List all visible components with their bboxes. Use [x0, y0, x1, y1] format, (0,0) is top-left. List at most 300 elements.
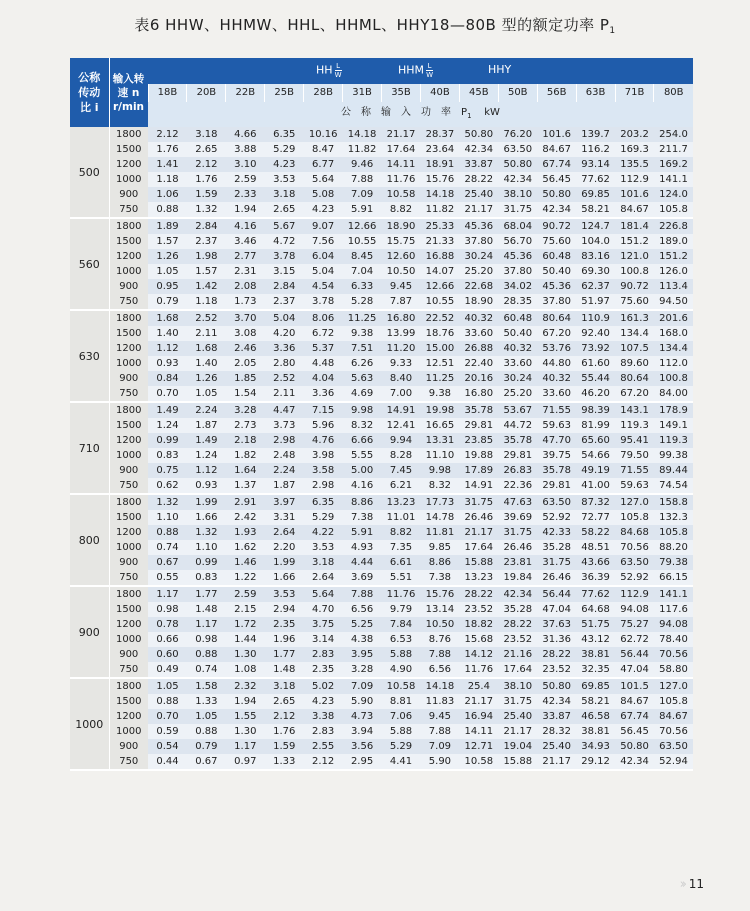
power-value-cell: 23.52 [498, 632, 537, 647]
power-value-cell: 9.98 [343, 402, 382, 418]
speed-cell: 1000 [109, 356, 148, 371]
power-rating-table [70, 58, 693, 771]
power-value-cell: 226.8 [654, 218, 693, 234]
power-value-cell: 76.20 [498, 127, 537, 142]
power-value-cell: 12.71 [459, 739, 498, 754]
power-value-cell: 35.78 [459, 402, 498, 418]
power-value-cell: 127.0 [615, 494, 654, 510]
power-value-cell: 18.76 [420, 326, 459, 341]
power-value-cell: 52.94 [654, 754, 693, 770]
power-value-cell: 42.34 [537, 694, 576, 709]
power-value-cell: 104.0 [576, 234, 615, 249]
power-value-cell: 40.32 [459, 310, 498, 326]
power-value-cell: 7.04 [343, 264, 382, 279]
table-row [70, 525, 693, 540]
table-row [70, 724, 693, 739]
power-value-cell: 2.55 [304, 739, 343, 754]
table-row [70, 433, 693, 448]
power-value-cell: 37.80 [498, 264, 537, 279]
power-value-cell: 1.26 [148, 249, 187, 264]
speed-cell: 1800 [109, 310, 148, 326]
speed-cell: 1500 [109, 510, 148, 525]
power-value-cell: 12.51 [420, 356, 459, 371]
power-value-cell: 1.32 [148, 494, 187, 510]
power-value-cell: 1.32 [187, 202, 226, 218]
table-row [70, 202, 693, 218]
power-value-cell: 2.59 [226, 586, 265, 602]
power-value-cell: 4.70 [304, 602, 343, 617]
ratio-cell: 900 [70, 586, 109, 678]
power-value-cell: 2.32 [226, 678, 265, 694]
power-value-cell: 1.62 [226, 540, 265, 555]
power-value-cell: 78.40 [654, 632, 693, 647]
power-value-cell: 0.95 [148, 279, 187, 294]
next-arrows-icon: ›› [679, 877, 684, 892]
power-value-cell: 10.58 [382, 678, 421, 694]
power-value-cell: 13.23 [382, 494, 421, 510]
power-value-cell: 1.17 [226, 739, 265, 754]
power-value-cell: 26.46 [459, 510, 498, 525]
power-value-cell: 5.90 [343, 694, 382, 709]
ratio-cell: 710 [70, 402, 109, 494]
power-value-cell: 15.68 [459, 632, 498, 647]
power-value-cell: 7.45 [382, 463, 421, 478]
power-value-cell: 2.08 [226, 279, 265, 294]
power-value-cell: 21.16 [498, 647, 537, 662]
power-value-cell: 2.83 [304, 647, 343, 662]
table-row [70, 234, 693, 249]
power-value-cell: 0.97 [226, 754, 265, 770]
power-value-cell: 0.66 [148, 632, 187, 647]
power-value-cell: 28.22 [459, 172, 498, 187]
power-value-cell: 56.45 [537, 172, 576, 187]
power-value-cell: 181.4 [615, 218, 654, 234]
power-value-cell: 0.74 [187, 662, 226, 678]
power-value-cell: 15.88 [498, 754, 537, 770]
power-value-cell: 0.93 [148, 356, 187, 371]
power-value-cell: 36.39 [576, 570, 615, 586]
power-value-cell: 7.88 [343, 172, 382, 187]
speed-cell: 750 [109, 202, 148, 218]
power-value-cell: 1.49 [148, 402, 187, 418]
power-value-cell: 189.0 [654, 234, 693, 249]
table-row [70, 463, 693, 478]
power-value-cell: 11.25 [343, 310, 382, 326]
unit-header: 公称输入功率$P_1$ kW [148, 102, 693, 127]
title-subscript: 1 [609, 26, 616, 36]
power-value-cell: 47.63 [498, 494, 537, 510]
power-value-cell: 139.7 [576, 127, 615, 142]
power-value-cell: 16.88 [420, 249, 459, 264]
model-label-hh: HH $\frac{L}{W}$ [316, 62, 342, 79]
power-value-cell: 7.88 [420, 647, 459, 662]
power-value-cell: 134.4 [615, 326, 654, 341]
model-col-header: 22B [226, 84, 265, 102]
speed-cell: 1500 [109, 142, 148, 157]
power-value-cell: 110.9 [576, 310, 615, 326]
power-value-cell: 0.67 [148, 555, 187, 570]
power-value-cell: 20.16 [459, 371, 498, 386]
power-value-cell: 25.40 [498, 709, 537, 724]
power-value-cell: 1.40 [148, 326, 187, 341]
power-value-cell: 1.59 [187, 187, 226, 202]
power-value-cell: 254.0 [654, 127, 693, 142]
table-row [70, 540, 693, 555]
power-value-cell: 1.30 [226, 724, 265, 739]
power-value-cell: 6.77 [304, 157, 343, 172]
power-value-cell: 21.17 [459, 202, 498, 218]
power-value-cell: 0.84 [148, 371, 187, 386]
ratio-cell: 560 [70, 218, 109, 310]
speed-cell: 750 [109, 754, 148, 770]
power-value-cell: 35.28 [537, 540, 576, 555]
power-value-cell: 4.23 [304, 202, 343, 218]
power-value-cell: 1.48 [187, 602, 226, 617]
power-value-cell: 3.18 [187, 127, 226, 142]
power-value-cell: 7.38 [343, 510, 382, 525]
power-value-cell: 101.6 [537, 127, 576, 142]
power-value-cell: 107.5 [615, 341, 654, 356]
power-value-cell: 16.80 [459, 386, 498, 402]
table-row [70, 249, 693, 264]
power-value-cell: 1.89 [148, 218, 187, 234]
power-value-cell: 25.4 [459, 678, 498, 694]
power-value-cell: 2.12 [187, 157, 226, 172]
power-value-cell: 3.73 [265, 418, 304, 433]
power-value-cell: 8.28 [382, 448, 421, 463]
power-value-cell: 22.36 [498, 478, 537, 494]
power-value-cell: 2.37 [265, 294, 304, 310]
power-value-cell: 1.05 [187, 709, 226, 724]
power-value-cell: 7.09 [343, 187, 382, 202]
model-col-header: 31B [343, 84, 382, 102]
power-value-cell: 5.51 [382, 570, 421, 586]
power-value-cell: 12.41 [382, 418, 421, 433]
power-value-cell: 1.77 [187, 586, 226, 602]
power-value-cell: 17.64 [498, 662, 537, 678]
power-value-cell: 135.5 [615, 157, 654, 172]
power-value-cell: 1.05 [148, 678, 187, 694]
speed-cell: 1200 [109, 709, 148, 724]
power-value-cell: 2.64 [304, 570, 343, 586]
power-value-cell: 31.75 [498, 525, 537, 540]
power-value-cell: 0.83 [187, 570, 226, 586]
power-value-cell: 35.78 [498, 433, 537, 448]
power-value-cell: 124.0 [654, 187, 693, 202]
power-value-cell: 3.98 [304, 448, 343, 463]
power-value-cell: 58.22 [576, 525, 615, 540]
power-value-cell: 0.79 [148, 294, 187, 310]
power-value-cell: 62.72 [615, 632, 654, 647]
power-value-cell: 5.02 [304, 678, 343, 694]
power-value-cell: 2.37 [187, 234, 226, 249]
power-value-cell: 13.14 [420, 602, 459, 617]
speed-cell: 1000 [109, 632, 148, 647]
power-value-cell: 75.60 [537, 234, 576, 249]
power-value-cell: 11.76 [382, 172, 421, 187]
power-value-cell: 70.56 [654, 724, 693, 739]
power-value-cell: 2.65 [265, 694, 304, 709]
speed-cell: 900 [109, 739, 148, 754]
power-value-cell: 4.69 [343, 386, 382, 402]
power-value-cell: 1.10 [148, 510, 187, 525]
power-value-cell: 14.07 [420, 264, 459, 279]
power-value-cell: 34.02 [498, 279, 537, 294]
power-value-cell: 14.11 [382, 157, 421, 172]
model-col-header: 18B [148, 84, 187, 102]
speed-cell: 1000 [109, 448, 148, 463]
power-value-cell: 32.35 [576, 662, 615, 678]
power-value-cell: 23.64 [420, 142, 459, 157]
speed-cell: 1000 [109, 264, 148, 279]
table-row [70, 341, 693, 356]
power-value-cell: 71.55 [615, 463, 654, 478]
ratio-cell: 800 [70, 494, 109, 586]
power-value-cell: 10.55 [343, 234, 382, 249]
power-value-cell: 99.38 [654, 448, 693, 463]
power-value-cell: 161.3 [615, 310, 654, 326]
power-value-cell: 3.56 [343, 739, 382, 754]
power-value-cell: 3.78 [265, 249, 304, 264]
speed-cell: 750 [109, 570, 148, 586]
power-value-cell: 6.72 [304, 326, 343, 341]
power-value-cell: 26.46 [537, 570, 576, 586]
power-value-cell: 3.18 [304, 555, 343, 570]
speed-cell: 900 [109, 371, 148, 386]
power-value-cell: 127.0 [654, 678, 693, 694]
power-value-cell: 3.31 [265, 510, 304, 525]
power-value-cell: 0.70 [148, 386, 187, 402]
power-value-cell: 113.4 [654, 279, 693, 294]
power-value-cell: 63.50 [615, 555, 654, 570]
power-value-cell: 81.99 [576, 418, 615, 433]
power-value-cell: 25.40 [537, 739, 576, 754]
model-col-header: 28B [304, 84, 343, 102]
table-row [70, 386, 693, 402]
power-value-cell: 1.93 [226, 525, 265, 540]
power-value-cell: 14.12 [459, 647, 498, 662]
power-value-cell: 38.10 [498, 187, 537, 202]
table-row [70, 739, 693, 754]
table-row [70, 218, 693, 234]
power-value-cell: 112.9 [615, 586, 654, 602]
power-value-cell: 31.75 [498, 694, 537, 709]
power-value-cell: 1.41 [148, 157, 187, 172]
power-value-cell: 7.06 [382, 709, 421, 724]
speed-cell: 1500 [109, 326, 148, 341]
power-value-cell: 15.76 [420, 172, 459, 187]
power-value-cell: 2.48 [265, 448, 304, 463]
power-value-cell: 83.16 [576, 249, 615, 264]
power-value-cell: 21.17 [459, 694, 498, 709]
power-value-cell: 42.34 [615, 754, 654, 770]
power-value-cell: 67.74 [537, 157, 576, 172]
power-value-cell: 67.74 [615, 709, 654, 724]
power-value-cell: 169.2 [654, 157, 693, 172]
power-value-cell: 18.90 [459, 294, 498, 310]
power-value-cell: 95.41 [615, 433, 654, 448]
power-value-cell: 90.72 [615, 279, 654, 294]
speed-cell: 900 [109, 187, 148, 202]
power-value-cell: 112.9 [615, 172, 654, 187]
power-value-cell: 3.69 [343, 570, 382, 586]
power-value-cell: 3.88 [226, 142, 265, 157]
table-row [70, 418, 693, 433]
model-col-header: 25B [265, 84, 304, 102]
power-value-cell: 42.34 [498, 172, 537, 187]
power-value-cell: 15.75 [382, 234, 421, 249]
power-value-cell: 105.8 [654, 525, 693, 540]
power-value-cell: 38.81 [576, 724, 615, 739]
power-value-cell: 29.81 [498, 448, 537, 463]
power-value-cell: 10.58 [459, 754, 498, 770]
power-value-cell: 2.83 [304, 724, 343, 739]
power-value-cell: 1.54 [226, 386, 265, 402]
power-value-cell: 5.55 [343, 448, 382, 463]
power-value-cell: 151.2 [615, 234, 654, 249]
power-value-cell: 141.1 [654, 172, 693, 187]
power-value-cell: 8.32 [343, 418, 382, 433]
power-value-cell: 4.23 [304, 694, 343, 709]
power-value-cell: 65.60 [576, 433, 615, 448]
power-value-cell: 56.70 [498, 234, 537, 249]
power-value-cell: 33.60 [498, 356, 537, 371]
speed-cell: 1500 [109, 694, 148, 709]
power-value-cell: 1.99 [265, 555, 304, 570]
power-value-cell: 1.46 [226, 555, 265, 570]
power-value-cell: 15.00 [420, 341, 459, 356]
power-value-cell: 124.7 [576, 218, 615, 234]
power-value-cell: 0.49 [148, 662, 187, 678]
power-value-cell: 6.21 [382, 478, 421, 494]
power-value-cell: 3.38 [304, 709, 343, 724]
power-value-cell: 5.67 [265, 218, 304, 234]
power-value-cell: 0.74 [148, 540, 187, 555]
power-value-cell: 8.86 [420, 555, 459, 570]
power-value-cell: 84.67 [615, 202, 654, 218]
power-value-cell: 119.3 [654, 433, 693, 448]
power-value-cell: 8.06 [304, 310, 343, 326]
power-value-cell: 9.38 [343, 326, 382, 341]
power-value-cell: 4.20 [265, 326, 304, 341]
power-value-cell: 43.66 [576, 555, 615, 570]
power-value-cell: 0.70 [148, 709, 187, 724]
model-group-header [148, 58, 693, 84]
power-value-cell: 54.66 [576, 448, 615, 463]
table-row [70, 187, 693, 202]
power-value-cell: 0.88 [148, 525, 187, 540]
power-value-cell: 15.76 [420, 586, 459, 602]
power-value-cell: 40.32 [537, 371, 576, 386]
power-value-cell: 1.06 [148, 187, 187, 202]
power-value-cell: 101.5 [615, 678, 654, 694]
power-value-cell: 44.80 [537, 356, 576, 371]
power-value-cell: 69.85 [576, 187, 615, 202]
power-value-cell: 203.2 [615, 127, 654, 142]
power-value-cell: 1.76 [187, 172, 226, 187]
power-value-cell: 11.76 [459, 662, 498, 678]
power-value-cell: 1.18 [148, 172, 187, 187]
power-value-cell: 9.85 [420, 540, 459, 555]
power-value-cell: 58.80 [654, 662, 693, 678]
power-value-cell: 60.48 [498, 310, 537, 326]
page-number: 11 [688, 877, 704, 891]
power-value-cell: 28.37 [420, 127, 459, 142]
power-value-cell: 1.64 [226, 463, 265, 478]
power-value-cell: 37.63 [537, 617, 576, 632]
power-value-cell: 8.86 [343, 494, 382, 510]
power-value-cell: 1.10 [187, 540, 226, 555]
power-value-cell: 63.50 [498, 142, 537, 157]
power-value-cell: 5.88 [382, 724, 421, 739]
power-value-cell: 5.64 [304, 172, 343, 187]
power-value-cell: 3.53 [265, 586, 304, 602]
power-value-cell: 2.98 [304, 478, 343, 494]
speed-header: 输入转 速 n r/min [109, 58, 148, 127]
power-value-cell: 28.35 [498, 294, 537, 310]
power-value-cell: 19.04 [498, 739, 537, 754]
power-value-cell: 10.16 [304, 127, 343, 142]
power-value-cell: 0.44 [148, 754, 187, 770]
power-value-cell: 11.20 [382, 341, 421, 356]
power-value-cell: 64.68 [576, 602, 615, 617]
power-value-cell: 84.67 [654, 709, 693, 724]
table-row [70, 310, 693, 326]
table-row [70, 264, 693, 279]
power-value-cell: 1.12 [148, 341, 187, 356]
power-value-cell: 1.40 [187, 356, 226, 371]
power-value-cell: 116.2 [576, 142, 615, 157]
power-value-cell: 45.36 [498, 249, 537, 264]
power-value-cell: 50.80 [459, 127, 498, 142]
power-value-cell: 0.88 [148, 694, 187, 709]
power-value-cell: 74.54 [654, 478, 693, 494]
power-value-cell: 67.20 [615, 386, 654, 402]
power-value-cell: 21.17 [498, 724, 537, 739]
speed-cell: 1200 [109, 157, 148, 172]
power-value-cell: 14.91 [382, 402, 421, 418]
table-row [70, 294, 693, 310]
table-row [70, 478, 693, 494]
power-value-cell: 1.55 [226, 709, 265, 724]
power-value-cell: 7.09 [343, 678, 382, 694]
power-value-cell: 2.12 [304, 754, 343, 770]
speed-cell: 1000 [109, 540, 148, 555]
power-value-cell: 6.53 [382, 632, 421, 647]
power-value-cell: 2.42 [226, 510, 265, 525]
power-value-cell: 3.36 [265, 341, 304, 356]
power-value-cell: 2.52 [265, 371, 304, 386]
power-value-cell: 6.04 [304, 249, 343, 264]
power-value-cell: 17.64 [382, 142, 421, 157]
power-value-cell: 13.99 [382, 326, 421, 341]
power-value-cell: 8.32 [420, 478, 459, 494]
power-value-cell: 29.81 [459, 418, 498, 433]
table-row [70, 157, 693, 172]
power-value-cell: 50.80 [615, 739, 654, 754]
power-value-cell: 4.41 [382, 754, 421, 770]
power-value-cell: 0.88 [148, 202, 187, 218]
power-value-cell: 100.8 [615, 264, 654, 279]
power-value-cell: 46.58 [576, 709, 615, 724]
power-value-cell: 9.94 [382, 433, 421, 448]
power-value-cell: 2.98 [265, 433, 304, 448]
power-value-cell: 0.99 [187, 555, 226, 570]
power-value-cell: 105.8 [654, 202, 693, 218]
power-value-cell: 3.28 [343, 662, 382, 678]
power-value-cell: 9.46 [343, 157, 382, 172]
power-value-cell: 0.88 [187, 724, 226, 739]
